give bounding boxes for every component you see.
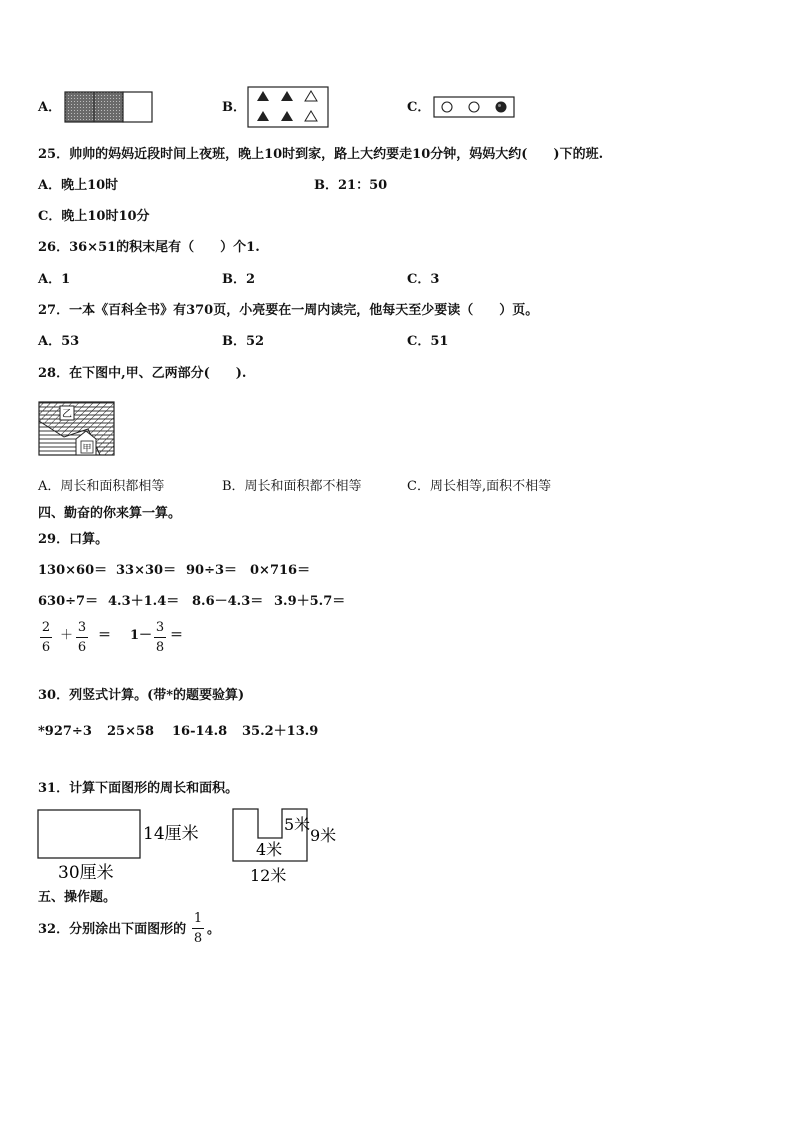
- q30-item: 35.2＋13.9: [242, 724, 319, 739]
- q29-row2-item: 3.9＋5.7＝: [274, 594, 346, 609]
- q25-option-c: C．晚上10时10分: [38, 209, 150, 224]
- q29-fraction-3-8: 3 8: [155, 620, 165, 655]
- q28-stem: 28．在下图中,甲、乙两部分( ).: [38, 366, 247, 381]
- option-b-triangles-figure: [247, 86, 329, 128]
- q31-9m-label: 9米: [310, 826, 337, 845]
- q29-plus-sign: ＋: [60, 628, 74, 643]
- option-c-circles-figure: [433, 96, 515, 118]
- q29-row1-item: 33×30＝: [116, 563, 177, 578]
- q29-fraction-2-6: 2 6: [41, 620, 51, 655]
- q28-option-a: A．周长和面积都相等: [38, 479, 165, 494]
- q29-row1-item: 0×716＝: [250, 563, 311, 578]
- q30-item: 16-14.8: [172, 724, 228, 739]
- q31-12m-label: 12米: [250, 866, 287, 885]
- q29-equals-1: ＝: [98, 628, 112, 643]
- q25-option-a: A．晚上10时: [38, 178, 119, 193]
- q29-row1-item: 130×60＝: [38, 563, 108, 578]
- q28-option-b: B．周长和面积都不相等: [222, 479, 362, 494]
- q26-option-b: B．2: [222, 272, 256, 287]
- q29-row2-item: 8.6－4.3＝: [192, 594, 264, 609]
- q28-jia-label: 甲: [82, 444, 92, 454]
- q32-stem: 32．分别涂出下面图形的: [38, 922, 187, 937]
- option-a-bar-figure: [64, 91, 154, 123]
- q31-rect-height-label: 14厘米: [143, 824, 199, 844]
- q31-u-shape-figure: [230, 806, 350, 886]
- q30-item: 25×58: [107, 724, 155, 739]
- q29-one-minus: 1－: [130, 628, 153, 643]
- q29-equals-2: ＝: [170, 628, 184, 643]
- q31-rectangle-figure: [36, 808, 212, 884]
- q28-hatched-figure: [38, 401, 116, 457]
- q28-option-c: C．周长相等,面积不相等: [407, 479, 552, 494]
- q25-stem: 25．帅帅的妈妈近段时间上夜班，晚上10时到家，路上大约要走10分钟，妈妈大约( )下的班.: [38, 147, 604, 162]
- q29-stem: 29．口算。: [38, 532, 109, 547]
- q28-yi-label: 乙: [62, 409, 72, 420]
- option-b-label: B．: [222, 100, 246, 115]
- q31-5m-label: 5米: [284, 815, 311, 834]
- q29-fraction-3-6: 3 6: [77, 620, 87, 655]
- option-a-label: A．: [38, 100, 62, 115]
- q30-item: *927÷3: [38, 724, 92, 739]
- q26-option-a: A．1: [38, 272, 71, 287]
- q31-rect-width-label: 30厘米: [58, 863, 114, 883]
- q29-row2-item: 630÷7＝: [38, 594, 99, 609]
- q27-option-a: A．53: [38, 334, 80, 349]
- q32-fraction-1-8: 1 8: [193, 911, 203, 946]
- section-5-heading: 五、操作题。: [38, 890, 117, 905]
- q29-row1-item: 90÷3＝: [186, 563, 238, 578]
- option-c-label: C．: [407, 100, 431, 115]
- q29-row2-item: 4.3＋1.4＝: [108, 594, 180, 609]
- q27-stem: 27．一本《百科全书》有370页，小亮要在一周内读完，他每天至少要读（ ）页。: [38, 303, 539, 318]
- q25-option-b: B．21：50: [314, 178, 388, 193]
- q32-period: 。: [207, 922, 221, 937]
- q26-stem: 26．36×51的积末尾有（ ）个1.: [38, 240, 260, 255]
- q31-stem: 31．计算下面图形的周长和面积。: [38, 781, 239, 796]
- q31-4m-label: 4米: [256, 840, 283, 859]
- q30-stem: 30．列竖式计算。(带*的题要验算): [38, 688, 245, 703]
- section-4-heading: 四、勤奋的你来算一算。: [38, 506, 182, 521]
- q26-option-c: C．3: [407, 272, 440, 287]
- q27-option-c: C．51: [407, 334, 449, 349]
- q27-option-b: B．52: [222, 334, 265, 349]
